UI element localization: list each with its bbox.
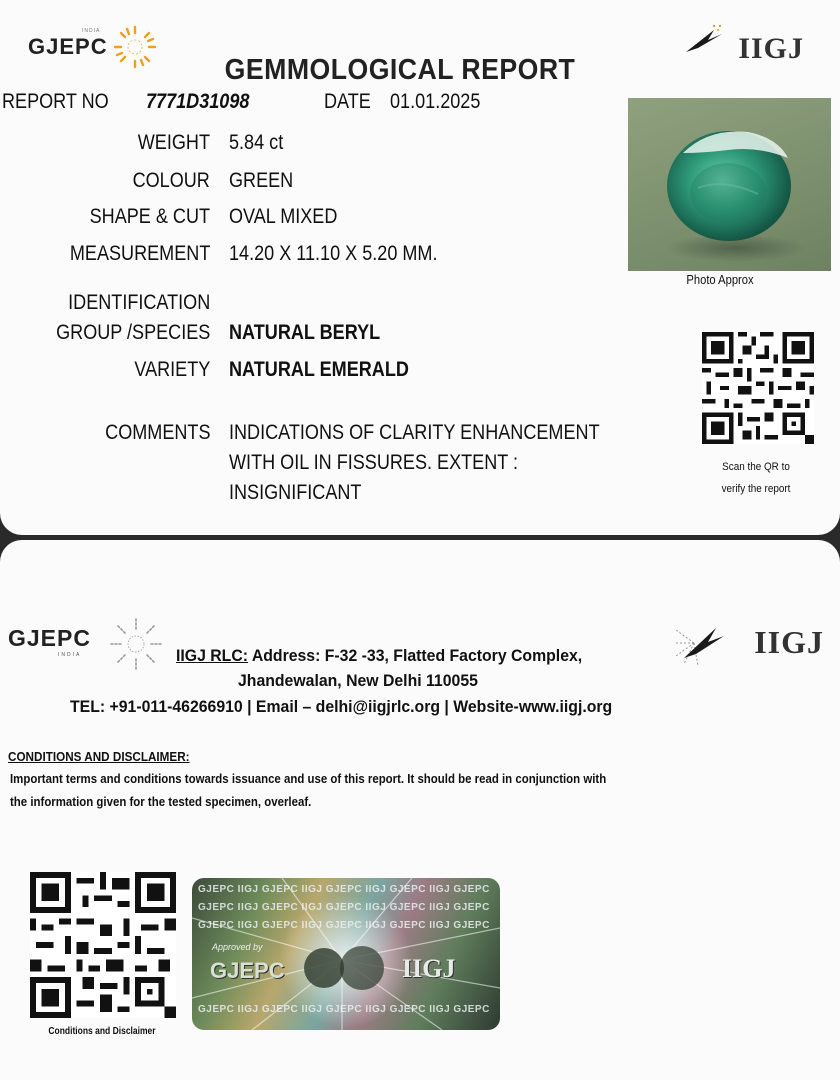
hologram-iigj-text: IIGJ [402,954,456,983]
hologram-pattern-row: GJEPC IIGJ GJEPC IIGJ GJEPC IIGJ GJEPC IIGJ GJEPC [198,920,490,931]
gjepc-logo-back [8,625,91,652]
gjepc-logo-text: GJEPC [28,34,108,59]
report-no-label: REPORT NO [2,90,109,113]
iigj-arrow-icon [684,24,724,54]
verification-qr-code[interactable] [702,332,814,444]
measurement-label: MEASUREMENT [69,242,210,265]
iigj-logo-back [674,612,824,676]
report-back-card [0,540,840,1080]
hologram-approved-text: Approved by [212,942,263,952]
contact-line: TEL: +91-011-46266910 | Email – delhi@iigjrlc.org | Website-www.iigj.org [70,697,613,716]
comments-label: COMMENTS [104,421,210,444]
qr-caption [697,456,816,500]
colour-label: COLOUR [132,169,210,192]
gjepc-logo-text: GJEPC [8,625,91,651]
hologram-gjepc-text: GJEPC [210,958,285,983]
address-line-2: Jhandewalan, New Delhi 110055 [238,671,478,690]
hologram-pattern-row: GJEPC IIGJ GJEPC IIGJ GJEPC IIGJ GJEPC IIGJ GJEPC [198,1004,490,1015]
report-no-value: 7771D31098 [146,90,250,113]
qr-caption: Conditions and Disclaimer [48,1026,156,1037]
conditions-qr-code[interactable] [30,872,176,1018]
group-label: GROUP /SPECIES [55,321,210,344]
comment-line: WITH OIL IN FISSURES. EXTENT : [229,451,519,474]
comment-line: INSIGNIFICANT [229,481,362,504]
colour-value: GREEN [229,169,294,192]
gjepc-logo-subtext: INDIA [82,28,101,34]
measurement-value: 14.20 X 11.10 X 5.20 MM. [229,242,438,265]
hologram-pattern-row: GJEPC IIGJ GJEPC IIGJ GJEPC IIGJ GJEPC IIGJ GJEPC [198,902,490,913]
address-text: Address: F-32 -33, Flatted Factory Complex, [248,646,583,665]
qr-caption-line: verify the report [721,483,791,495]
variety-label: VARIETY [134,358,210,381]
hologram-pattern-row: GJEPC IIGJ GJEPC IIGJ GJEPC IIGJ GJEPC IIGJ GJEPC [198,884,490,895]
photo-caption: Photo Approx [686,272,754,287]
report-front-card [0,0,840,535]
gjepc-logo-subtext: INDIA [58,652,82,658]
address-line-1 [176,646,582,666]
conditions-title: CONDITIONS AND DISCLAIMER: [8,749,190,764]
security-hologram [192,878,500,1030]
iigj-rlc-label: IIGJ RLC: [176,646,249,665]
iigj-arrow-icon [674,618,726,668]
comment-line: INDICATIONS OF CLARITY ENHANCEMENT [229,421,600,444]
qr-caption-line: Scan the QR to [722,461,790,473]
iigj-logo-text: IIGJ [738,32,804,65]
gem-photo [628,98,831,271]
date-label: DATE [324,90,371,113]
gjepc-sun-icon [108,616,164,672]
shape-label: SHAPE & CUT [89,205,210,228]
weight-value: 5.84 ct [229,131,284,154]
identification-label: IDENTIFICATION [67,291,210,314]
conditions-text: the information given for the tested specimen, overleaf. [10,794,312,809]
emerald-gem-image [628,98,831,271]
conditions-text: Important terms and conditions towards issuance and use of this report. It should be read in conjunction with [10,771,607,786]
weight-label: WEIGHT [137,131,210,154]
group-value: NATURAL BERYL [229,321,381,344]
variety-value: NATURAL EMERALD [229,358,409,381]
date-value: 01.01.2025 [390,90,481,113]
report-title: GEMMOLOGICAL REPORT [224,54,576,86]
iigj-logo-text: IIGJ [754,624,824,660]
shape-value: OVAL MIXED [229,205,338,228]
